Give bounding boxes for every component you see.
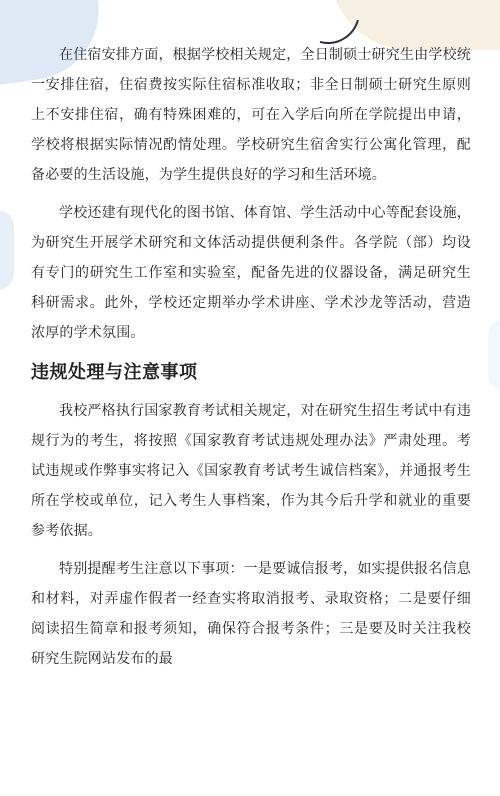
paragraph-notices: 特别提醒考生注意以下事项：一是要诚信报考，如实提供报名信息和材料，对弄虚作假者一经查实将取消报考、录取资格；二是要仔细阅读招生简章和报考须知，确保符合报考条件；三是要及时关注我校研究生院网站发布的最 [31, 561, 471, 667]
paragraph-facilities: 学校还建有现代化的图书馆、体育馆、学生活动中心等配套设施，为研究生开展学术研究和文体活动提供便利条件。各学院（部）均设有专门的研究生工作室和实验室，配备先进的仪器设备，满足研究生科研需求。此外，学校还定期举办学术讲座、学术沙龙等活动，营造浓厚的学术氛围。 [31, 205, 471, 341]
paragraph-violation-handling: 我校严格执行国家教育考试相关规定，对在研究生招生考试中有违规行为的考生，将按照《国家教育考试违规处理办法》严肃处理。考试违规或作弊事实将记入《国家教育考试考生诚信档案》，并通报考生所在学校或单位，记入考生人事档案，作为其今后升学和就业的重要参考依据。 [31, 403, 471, 539]
decorative-shape-right [488, 320, 500, 390]
decorative-shape-left [0, 210, 14, 290]
section-heading-violations: 违规处理与注意事项 [31, 362, 198, 383]
document-body [31, 40, 471, 674]
paragraph-accommodation: 在住宿安排方面，根据学校相关规定，全日制硕士研究生由学校统一安排住宿，住宿费按实际住宿标准收取；非全日制硕士研究生原则上不安排住宿，确有特殊困难的，可在入学后向所在学院提出申请，学校将根据实际情况酌情处理。学校研究生宿舍实行公寓化管理，配备必要的生活设施，为学生提供良好的学习和生活环境。 [31, 47, 471, 183]
